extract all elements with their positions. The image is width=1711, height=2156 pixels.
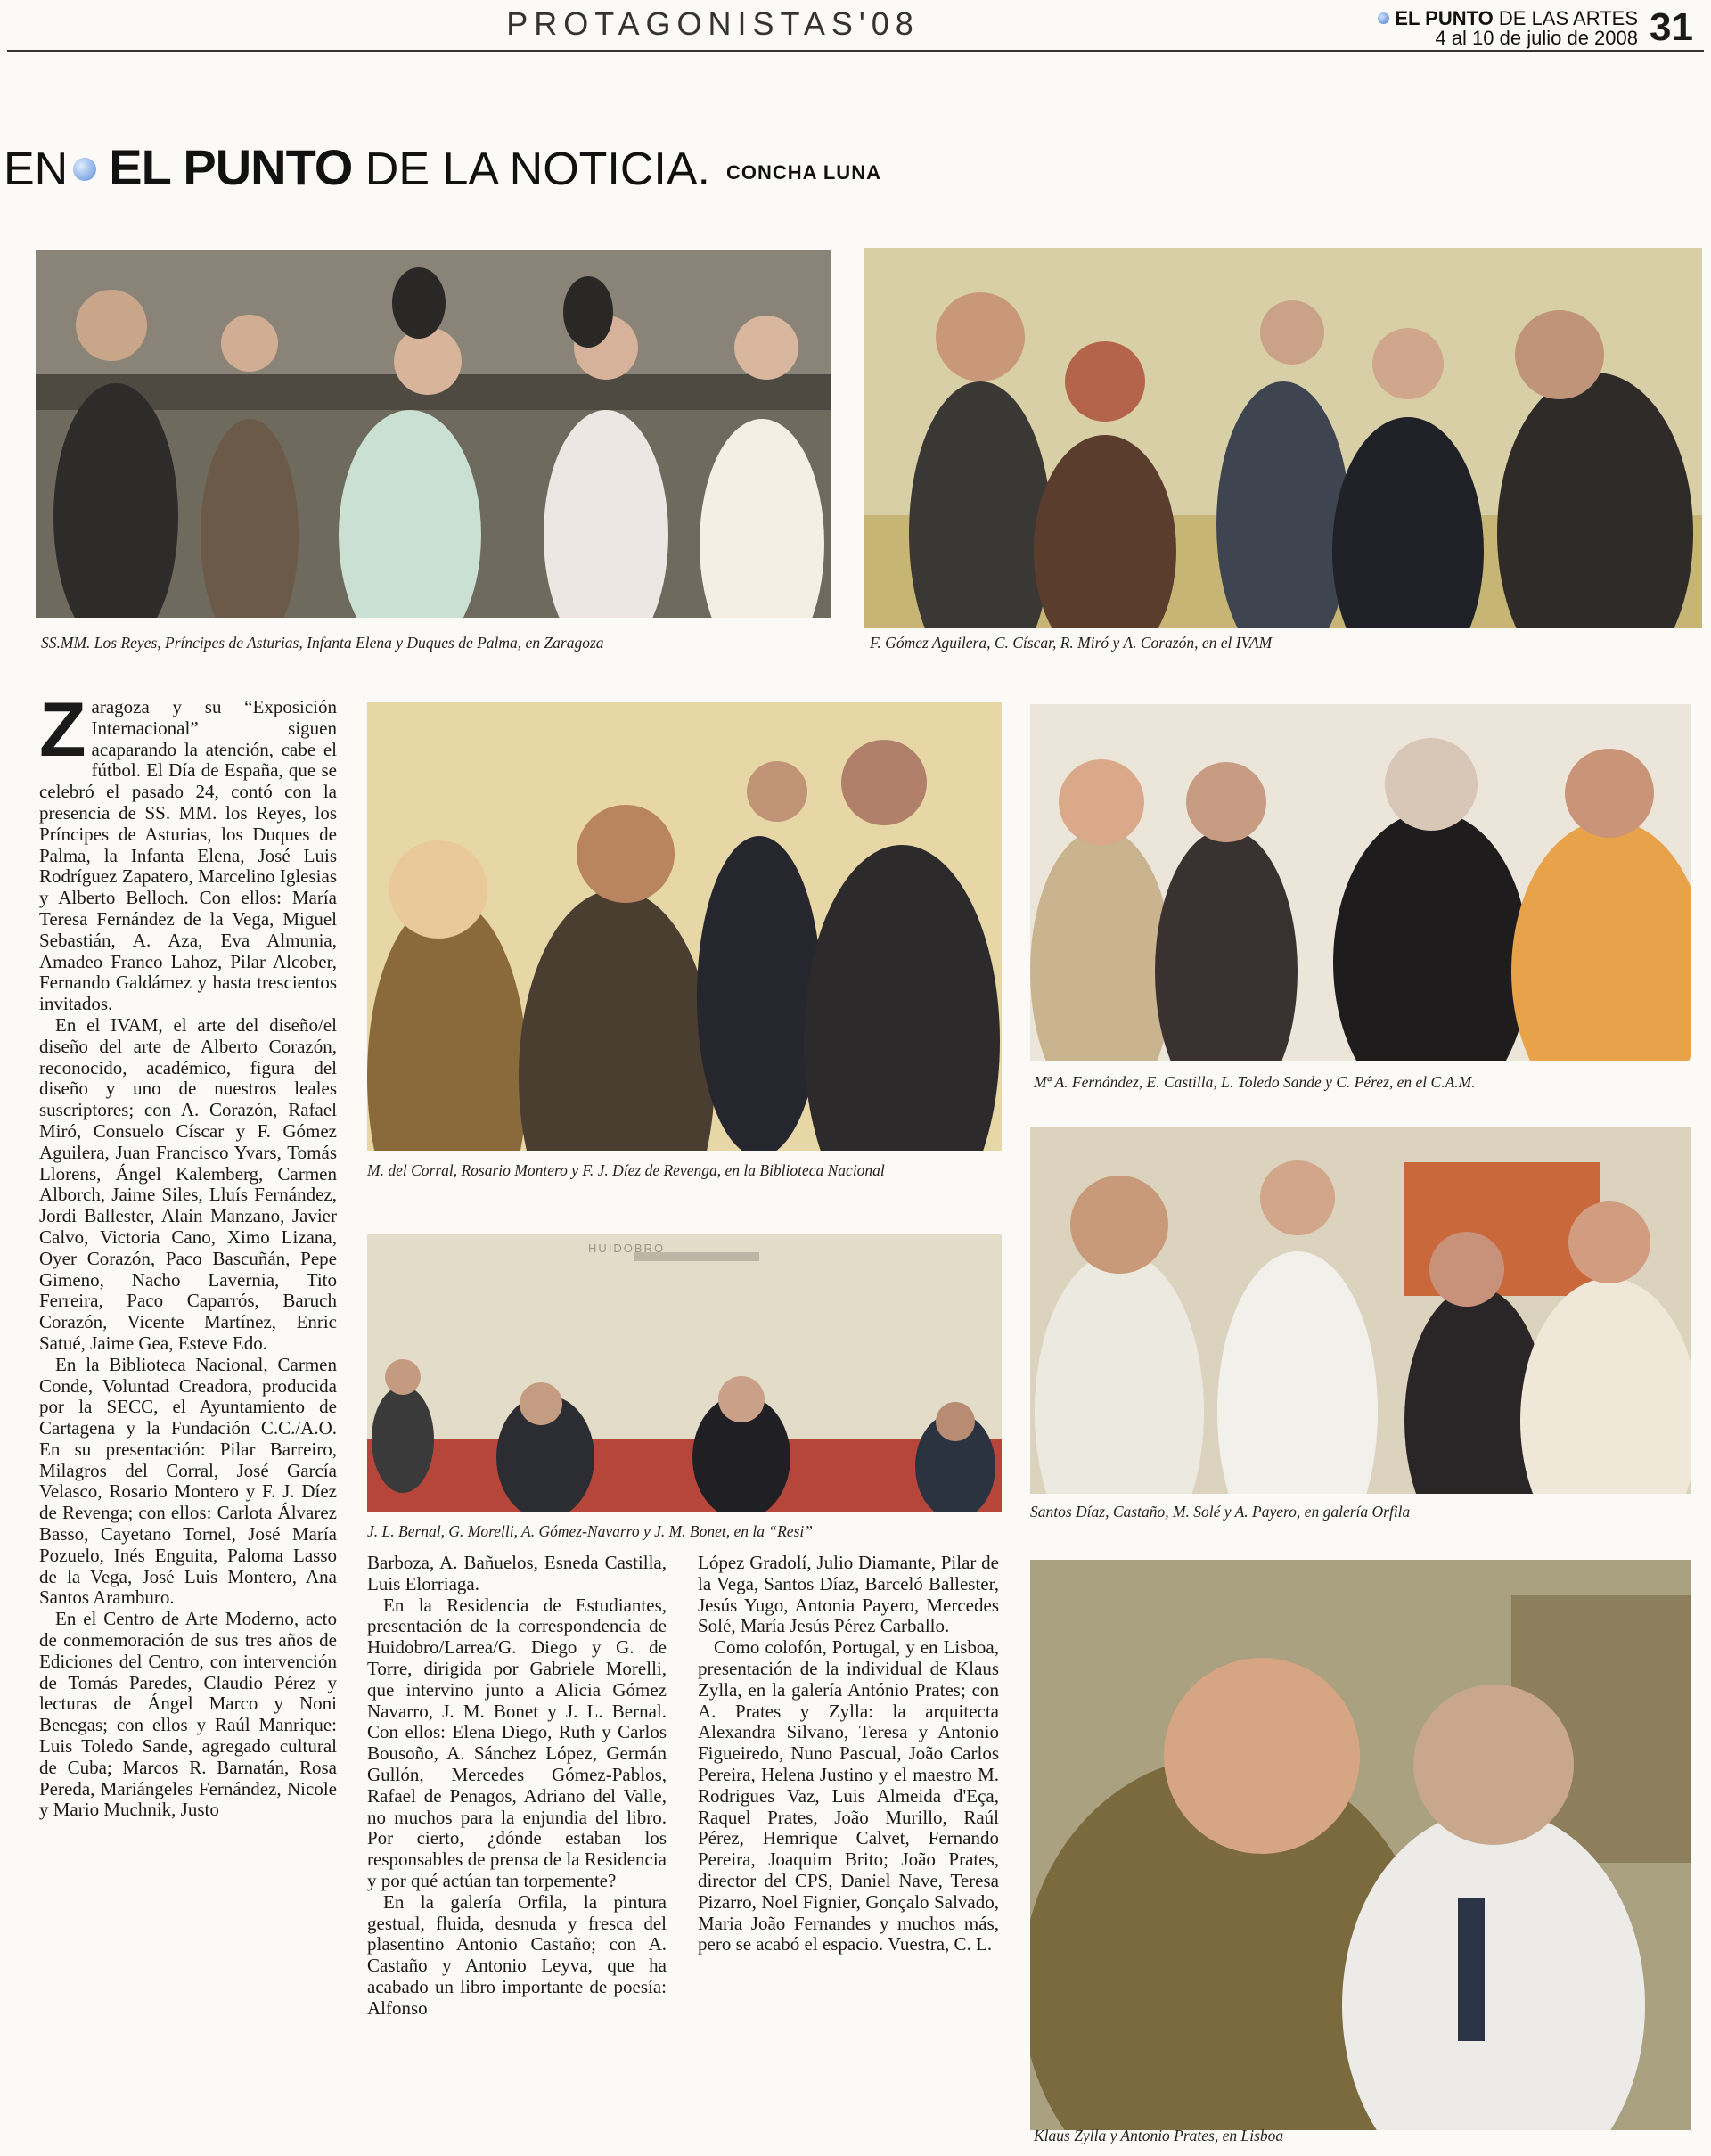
caption-biblioteca-nacional: M. del Corral, Rosario Montero y F. J. Díez de Revenga, en la Biblioteca Nacional — [367, 1161, 885, 1179]
caption-galeria-orfila: Santos Díaz, Castaño, M. Solé y A. Payero, en galería Orfila — [1030, 1503, 1411, 1521]
photo-biblioteca-nacional — [367, 702, 1002, 1151]
caption-residencia: J. L. Bernal, G. Morelli, A. Gómez-Navarro y J. M. Bonet, en la “Resi” — [367, 1522, 813, 1540]
caption-cam: Mª A. Fernández, E. Castilla, L. Toledo Sande y C. Pérez, en el C.A.M. — [1034, 1073, 1476, 1091]
article-paragraph: Zaragoza y su “Exposición Internacional” siguen acaparando la atención, cabe el fútbol. El Día de España, que se celebró el pasado 24, contó con la presencia de SS. MM. los Reyes, los Príncipes de Asturias, los Duques de Palma, la Infanta Elena, José Luis Rodríguez Zapatero, Marcelino Iglesias y Alberto Belloch. Con ellos: María Teresa Fernández de la Vega, Miguel Sebastián, A. Aza, Eva Almunia, Amadeo Franco Lahoz, Pilar Alcober, Fernando Galdámez y hasta trescientos invitados. — [39, 687, 337, 1015]
drop-cap: Z — [39, 687, 86, 773]
publication-name-suffix: DE LAS ARTES — [1498, 7, 1638, 29]
brand-dot-icon — [73, 158, 96, 181]
photo-lisboa — [1030, 1560, 1691, 2130]
publication-name: EL PUNTO — [1395, 7, 1494, 29]
article-paragraph: Como colofón, Portugal, y en Lisboa, presentación de la individual de Klaus Zylla, en la galería António Prates; con A. Prates y Zylla: la arquitecta Alexandra Silvano, Teresa y Antonio Figueiredo, Nuno Pascual, João Carlos Pereira, Helena Justino y el maestro M. Rodrigues Vaz, Luis Almeida d'Eça, Raquel Prates, João Murillo, Raúl Pérez, Hemrique Calvet, Fernando Pereira, Joaquim Brito; João Prates, director del CPS, Daniel Nave, Teresa Pizarro, Noel Fignier, Gonçalo Salvado, Maria João Fernandes y muchos más, pero se acabó el espacio. Vuestra, C. L. — [698, 1636, 999, 1955]
photo-ivam — [864, 248, 1702, 628]
section-title: PROTAGONISTAS'08 — [506, 5, 920, 42]
caption-ivam: F. Gómez Aguilera, C. Císcar, R. Miró y A. Corazón, en el IVAM — [870, 634, 1273, 652]
article-paragraph: En la Biblioteca Nacional, Carmen Conde, Voluntad Creadora, producida por la SECC, el Ayuntamiento de Cartagena y la Fundación C.C./A.O. En su presentación: Pilar Barreiro, Milagros del Corral, José García Velasco, Rosario Montero y F. J. Díez de Revenga; con ellos: Carlota Álvarez Basso, Cayetano Tornel, José María Pozuelo, Inés Enguita, Paloma Lasso de la Vega, José Luis Montero, Ana Santos Aramburo. — [39, 1353, 337, 1609]
caption-lisboa: Klaus Zylla y Antonio Prates, en Lisboa — [1034, 2127, 1284, 2144]
headline-suffix: DE LA NOTICIA. — [364, 143, 711, 195]
bullet-dot-icon — [1378, 12, 1389, 24]
caption-royals-zaragoza: SS.MM. Los Reyes, Príncipes de Asturias, Infanta Elena y Duques de Palma, en Zaragoza — [41, 634, 604, 652]
byline: CONCHA LUNA — [726, 161, 881, 184]
banner-text: HUIDOBRO — [588, 1242, 666, 1255]
article-paragraph: En el IVAM, el arte del diseño/el diseño del arte de Alberto Corazón, reconocido, académico, figura del diseño y uno de nuestros leales suscriptores; con A. Corazón, Rafael Miró, Consuelo Císcar y F. Gómez Aguilera, Juan Francisco Yvars, Tomás Llorens, Ángel Kalemberg, Carmen Alborch, Jaime Siles, Lluís Fernández, Jordi Ballester, Alain Manzano, Javier Calvo, Victoria Cano, Ximo Lizana, Oyer Corazón, Paco Bascuñán, Pepe Gimeno, Nacho Lavernia, Tito Ferreira, Paco Caparrós, Baruch Corazón, Vicente Martínez, Enric Satué, Jaime Gea, Esteve Edo. — [39, 1013, 337, 1354]
headline-brand: EL PUNTO — [109, 139, 353, 195]
photo-cam — [1030, 704, 1691, 1061]
page-headline — [4, 141, 881, 200]
article-paragraph: En el Centro de Arte Moderno, acto de conmemoración de sus tres años de Ediciones del Centro, con intervención de Tomás Paredes, Claudio Pérez y lecturas de Ángel Marco y Noni Benegas; con ellos y Raúl Manrique: Luis Toledo Sande, agregado cultural de Cuba; Marcos R. Barnatán, Rosa Pereda, Mariángeles Fernández, Nicole y Mario Muchnik, Justo — [39, 1608, 337, 1821]
header-rule — [7, 50, 1704, 52]
headline-prefix: EN — [4, 143, 69, 195]
photo-residencia — [367, 1234, 1002, 1512]
article-paragraph: Barboza, A. Bañuelos, Esneda Castilla, Luis Elorriaga. — [367, 1552, 667, 1594]
article-paragraph: En la Residencia de Estudiantes, presentación de la correspondencia de Huidobro/Larrea/G. Diego y G. de Torre, dirigida por Gabriele Morelli, que intervino junto a Alicia Gómez Navarro, J. M. Bonet y J. L. Bernal. Con ellos: Elena Diego, Ruth y Carlos Bousoño, A. Sánchez López, Germán Gullón, Mercedes Gómez-Pablos, Rafael de Penagos, Adriano del Valle, no muchos para la enjundia del libro. Por cierto, ¿dónde estaban los responsables de prensa de la Residencia y por qué actúan tan torpemente? — [367, 1594, 667, 1891]
issue-dates: 4 al 10 de julio de 2008 — [1435, 27, 1638, 49]
photo-galeria-orfila — [1030, 1127, 1691, 1494]
article-column-3 — [698, 1553, 999, 2154]
article-column-2 — [367, 1553, 667, 2154]
article-paragraph: López Gradolí, Julio Diamante, Pilar de la Vega, Santos Díaz, Barceló Ballester, Jesús Yugo, Antonia Payero, Mercedes Solé, María Jesús Pérez Carballo. — [698, 1552, 999, 1637]
article-paragraph: En la galería Orfila, la pintura gestual, fluida, desnuda y fresca del plasentino Antonio Castaño; con A. Castaño y Antonio Leyva, que ha acabado un libro importante de poesía: Alfonso — [367, 1890, 667, 2019]
article-column-1 — [39, 687, 337, 2150]
photo-royals-zaragoza — [36, 250, 831, 618]
publication-info — [1378, 9, 1638, 48]
page-number: 31 — [1650, 5, 1693, 49]
